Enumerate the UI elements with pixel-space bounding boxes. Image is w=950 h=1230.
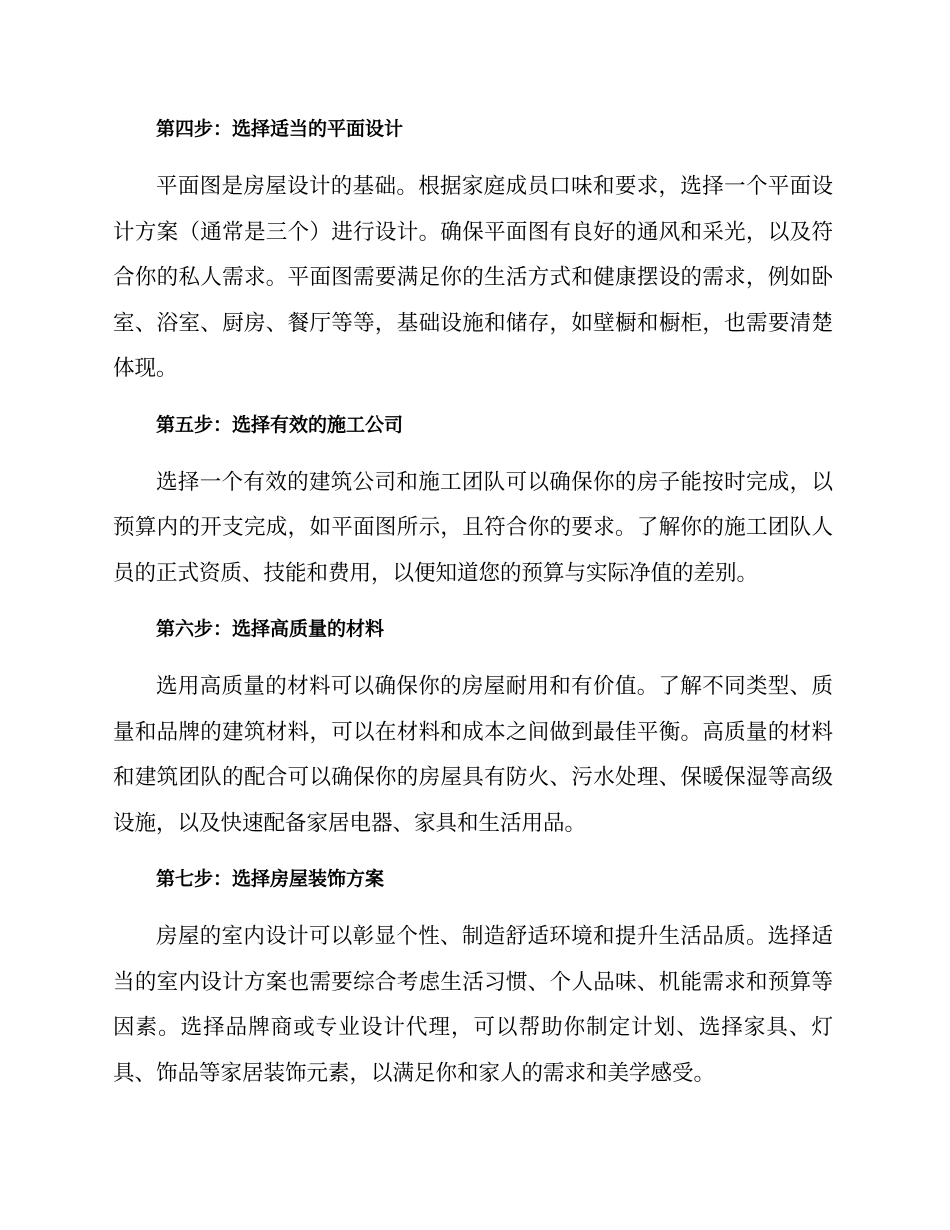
section-body-step4: 平面图是房屋设计的基础。根据家庭成员口味和要求，选择一个平面设计方案（通常是三个）进行设计。确保平面图有良好的通风和采光，以及符合你的私人需求。平面图需要满足你的生活方式和健康摆设的需求，例如卧室、浴室、厨房、餐厅等等，基础设施和储存，如壁橱和橱柜，也需要清楚体现。 (113, 174, 833, 381)
section-heading-step5: 第五步：选择有效的施工公司 (156, 413, 404, 436)
section-body-step5: 选择一个有效的建筑公司和施工团队可以确保你的房子能按时完成，以预算内的开支完成，如平面图所示，且符合你的要求。了解你的施工团队人员的正式资质、技能和费用，以便知道您的预算与实际净值的差别。 (113, 469, 833, 586)
section-heading-step4: 第四步：选择适当的平面设计 (156, 118, 404, 140)
section-body-step6: 选用高质量的材料可以确保你的房屋耐用和有价值。了解不同类型、质量和品牌的建筑材料，可以在材料和成本之间做到最佳平衡。高质量的材料和建筑团队的配合可以确保你的房屋具有防火、污水处理、保暖保湿等高级设施，以及快速配备家居电器、家具和生活用品。 (113, 674, 833, 836)
section-heading-step7: 第七步：选择房屋装饰方案 (156, 868, 385, 890)
section-body-step7: 房屋的室内设计可以彰显个性、制造舒适环境和提升生活品质。选择适当的室内设计方案也需要综合考虑生活习惯、个人品味、机能需求和预算等因素。选择品牌商或专业设计代理，可以帮助你制定计划、选择家具、灯具、饰品等家居装饰元素，以满足你和家人的需求和美学感受。 (113, 924, 833, 1086)
section-heading-step6: 第六步：选择高质量的材料 (156, 618, 385, 640)
document-page (113, 108, 833, 1096)
